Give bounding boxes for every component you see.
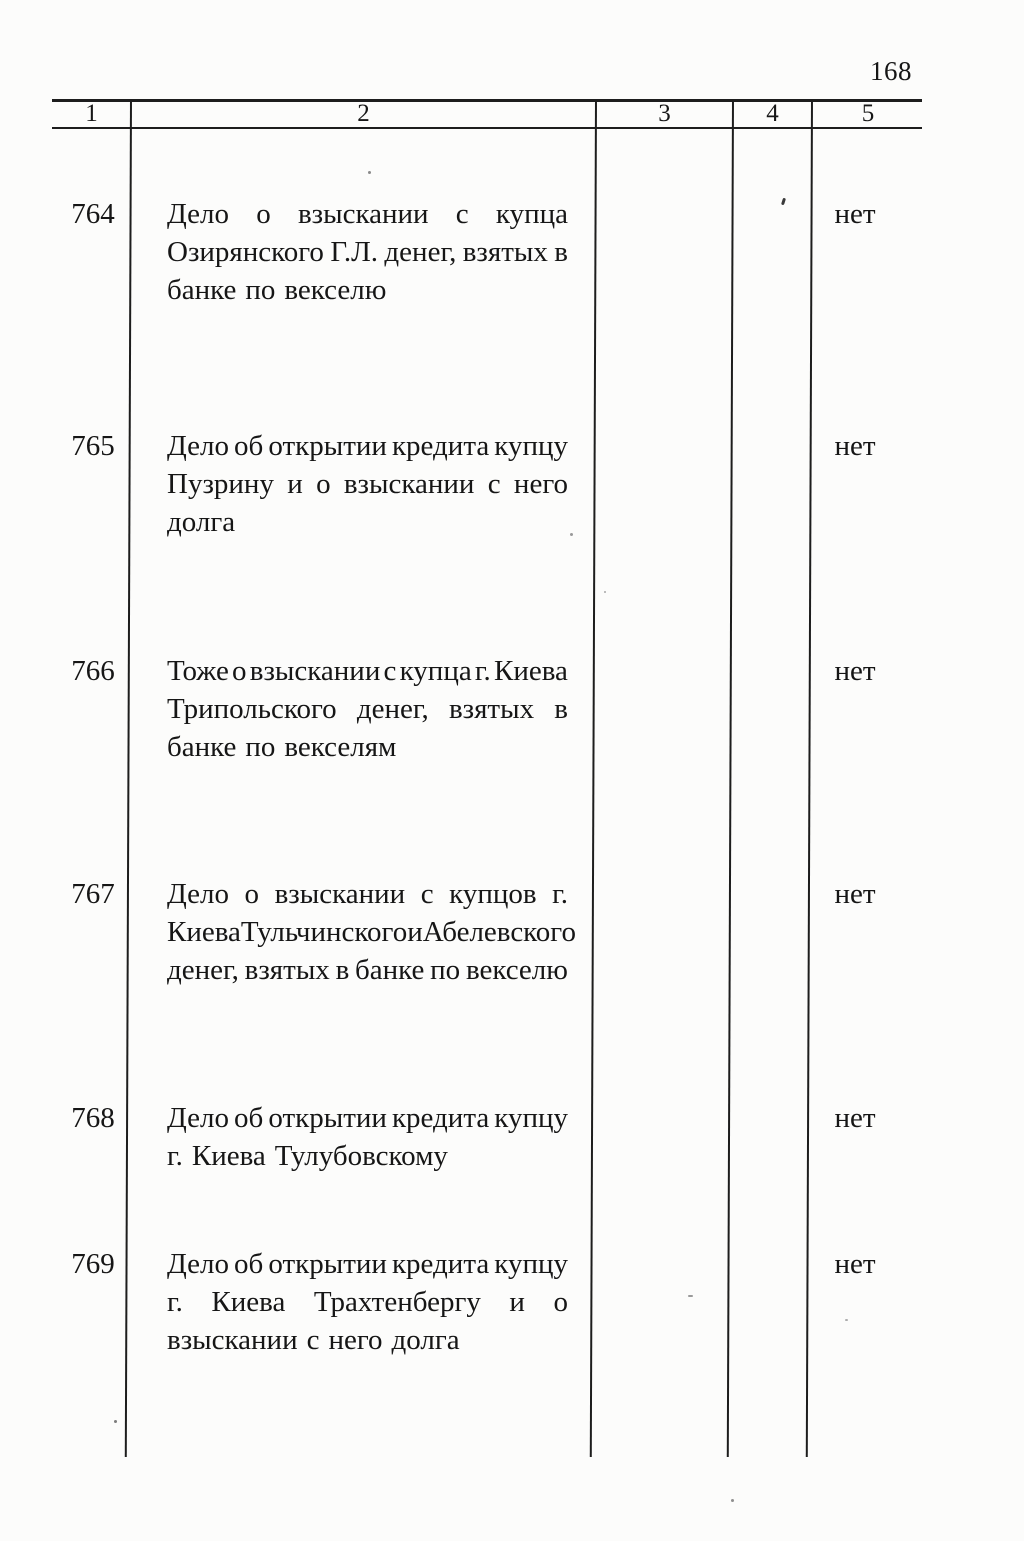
case-number: 764 bbox=[71, 198, 115, 230]
word: денег, bbox=[167, 954, 239, 986]
word: долга bbox=[391, 1324, 460, 1356]
word: купцу bbox=[494, 1102, 568, 1134]
column-header-2: 2 bbox=[357, 100, 370, 127]
column-divider-4 bbox=[806, 99, 813, 1457]
word: долга bbox=[167, 506, 236, 538]
word: в bbox=[335, 954, 350, 986]
word: Дело bbox=[167, 198, 229, 230]
word: взятых bbox=[244, 954, 330, 986]
scan-speck bbox=[845, 1319, 848, 1321]
scan-speck bbox=[604, 591, 606, 593]
word: банке bbox=[167, 274, 237, 306]
word: Киева bbox=[211, 1286, 286, 1318]
description-line bbox=[167, 233, 568, 271]
word: Киева bbox=[167, 916, 241, 948]
word: взыскании bbox=[343, 468, 475, 500]
word: Тулубовскому bbox=[274, 1140, 448, 1172]
availability-note: нет bbox=[834, 1102, 876, 1134]
word: Киева bbox=[191, 1140, 266, 1172]
word: кредита bbox=[391, 1102, 490, 1134]
word: о bbox=[244, 878, 260, 910]
word: с bbox=[383, 655, 397, 687]
column-header-3: 3 bbox=[658, 100, 671, 127]
case-description bbox=[167, 195, 568, 309]
word: Тульчинского bbox=[240, 916, 408, 948]
word: денег, bbox=[384, 236, 457, 268]
description-line bbox=[167, 465, 568, 503]
word: купцу bbox=[494, 430, 568, 462]
description-line bbox=[167, 875, 568, 913]
word: взыскании bbox=[297, 198, 429, 230]
word: Трахтенбергу bbox=[313, 1286, 481, 1318]
word: Г.Л. bbox=[330, 236, 379, 268]
word: векселям bbox=[284, 731, 397, 763]
word: в bbox=[554, 693, 568, 725]
word: с bbox=[420, 878, 434, 910]
word: с bbox=[487, 468, 501, 500]
description-line bbox=[167, 1099, 568, 1137]
word: открытии bbox=[268, 1248, 387, 1280]
description-line bbox=[167, 728, 568, 766]
scan-speck bbox=[368, 171, 371, 174]
scan-speck bbox=[688, 1295, 693, 1297]
availability-note: нет bbox=[834, 430, 876, 462]
word: Дело bbox=[167, 1248, 229, 1280]
description-line bbox=[167, 690, 568, 728]
word: взятых bbox=[462, 236, 548, 268]
case-description bbox=[167, 427, 568, 541]
word: с bbox=[306, 1324, 320, 1356]
word: векселю bbox=[284, 274, 387, 306]
description-line bbox=[167, 271, 568, 309]
scan-speck bbox=[570, 533, 573, 536]
case-number: 768 bbox=[71, 1102, 115, 1134]
word: банке bbox=[167, 731, 237, 763]
word: Дело bbox=[167, 1102, 229, 1134]
word: по bbox=[245, 731, 276, 763]
word: Трипольского bbox=[167, 693, 337, 725]
description-line bbox=[167, 1283, 568, 1321]
word: в bbox=[554, 236, 568, 268]
word: о bbox=[316, 468, 331, 500]
word: купца bbox=[495, 198, 568, 230]
word: Дело bbox=[167, 430, 229, 462]
word: об bbox=[234, 1102, 264, 1134]
word: по bbox=[430, 954, 461, 986]
word: купца bbox=[399, 655, 472, 687]
case-number: 765 bbox=[71, 430, 115, 462]
description-line bbox=[167, 1137, 568, 1175]
page-number: 168 bbox=[870, 56, 912, 86]
column-divider-3 bbox=[727, 99, 734, 1457]
description-line bbox=[167, 195, 568, 233]
word: с bbox=[455, 198, 469, 230]
word: него bbox=[328, 1324, 383, 1356]
column-header-4: 4 bbox=[766, 100, 779, 127]
case-description bbox=[167, 652, 568, 766]
scan-speck bbox=[731, 1499, 734, 1502]
word: г. bbox=[552, 878, 568, 910]
column-header-1: 1 bbox=[85, 100, 98, 127]
word: купцов bbox=[449, 878, 537, 910]
word: о bbox=[553, 1286, 568, 1318]
word: открытии bbox=[268, 430, 387, 462]
word: взятых bbox=[448, 693, 535, 725]
word: взыскании bbox=[274, 878, 406, 910]
word: взыскании bbox=[249, 655, 381, 687]
word: о bbox=[256, 198, 271, 230]
case-description bbox=[167, 1099, 568, 1175]
word: взыскании bbox=[167, 1324, 298, 1356]
word: об bbox=[234, 1248, 264, 1280]
case-description bbox=[167, 875, 576, 989]
column-divider-2 bbox=[590, 99, 597, 1457]
case-number: 769 bbox=[71, 1248, 115, 1280]
description-line bbox=[167, 1321, 568, 1359]
description-line bbox=[167, 427, 568, 465]
availability-note: нет bbox=[834, 655, 876, 687]
word: г. bbox=[474, 655, 491, 687]
word: Озирянского bbox=[167, 236, 324, 268]
word: г. bbox=[167, 1286, 183, 1318]
word: и bbox=[509, 1286, 525, 1318]
case-number: 767 bbox=[71, 878, 115, 910]
word: Тоже bbox=[167, 655, 229, 687]
description-line bbox=[167, 652, 568, 690]
word: купцу bbox=[494, 1248, 568, 1280]
word: о bbox=[232, 655, 247, 687]
scan-speck bbox=[114, 1420, 117, 1423]
word: Киева bbox=[494, 655, 568, 687]
case-number: 766 bbox=[71, 655, 115, 687]
word: и bbox=[287, 468, 303, 500]
availability-note: нет bbox=[834, 1248, 876, 1280]
word: об bbox=[234, 430, 264, 462]
description-line bbox=[167, 503, 568, 541]
word: денег, bbox=[356, 693, 429, 725]
word: и bbox=[407, 916, 423, 948]
availability-note: нет bbox=[834, 878, 876, 910]
column-header-5: 5 bbox=[861, 100, 875, 127]
word: кредита bbox=[391, 430, 490, 462]
scan-speck bbox=[781, 198, 786, 206]
word: г. bbox=[167, 1140, 183, 1172]
word: Абелевского bbox=[422, 916, 576, 948]
word: открытии bbox=[268, 1102, 387, 1134]
description-line bbox=[167, 1245, 568, 1283]
word: кредита bbox=[391, 1248, 490, 1280]
word: по bbox=[245, 274, 276, 306]
word: векселю bbox=[465, 954, 568, 986]
table-header-separator bbox=[52, 127, 922, 129]
word: Дело bbox=[167, 878, 229, 910]
case-description bbox=[167, 1245, 568, 1359]
availability-note: нет bbox=[834, 198, 876, 230]
description-line bbox=[167, 951, 568, 989]
description-line bbox=[167, 913, 576, 951]
word: Пузрину bbox=[167, 468, 274, 500]
word: него bbox=[513, 468, 568, 500]
word: банке bbox=[355, 954, 425, 986]
